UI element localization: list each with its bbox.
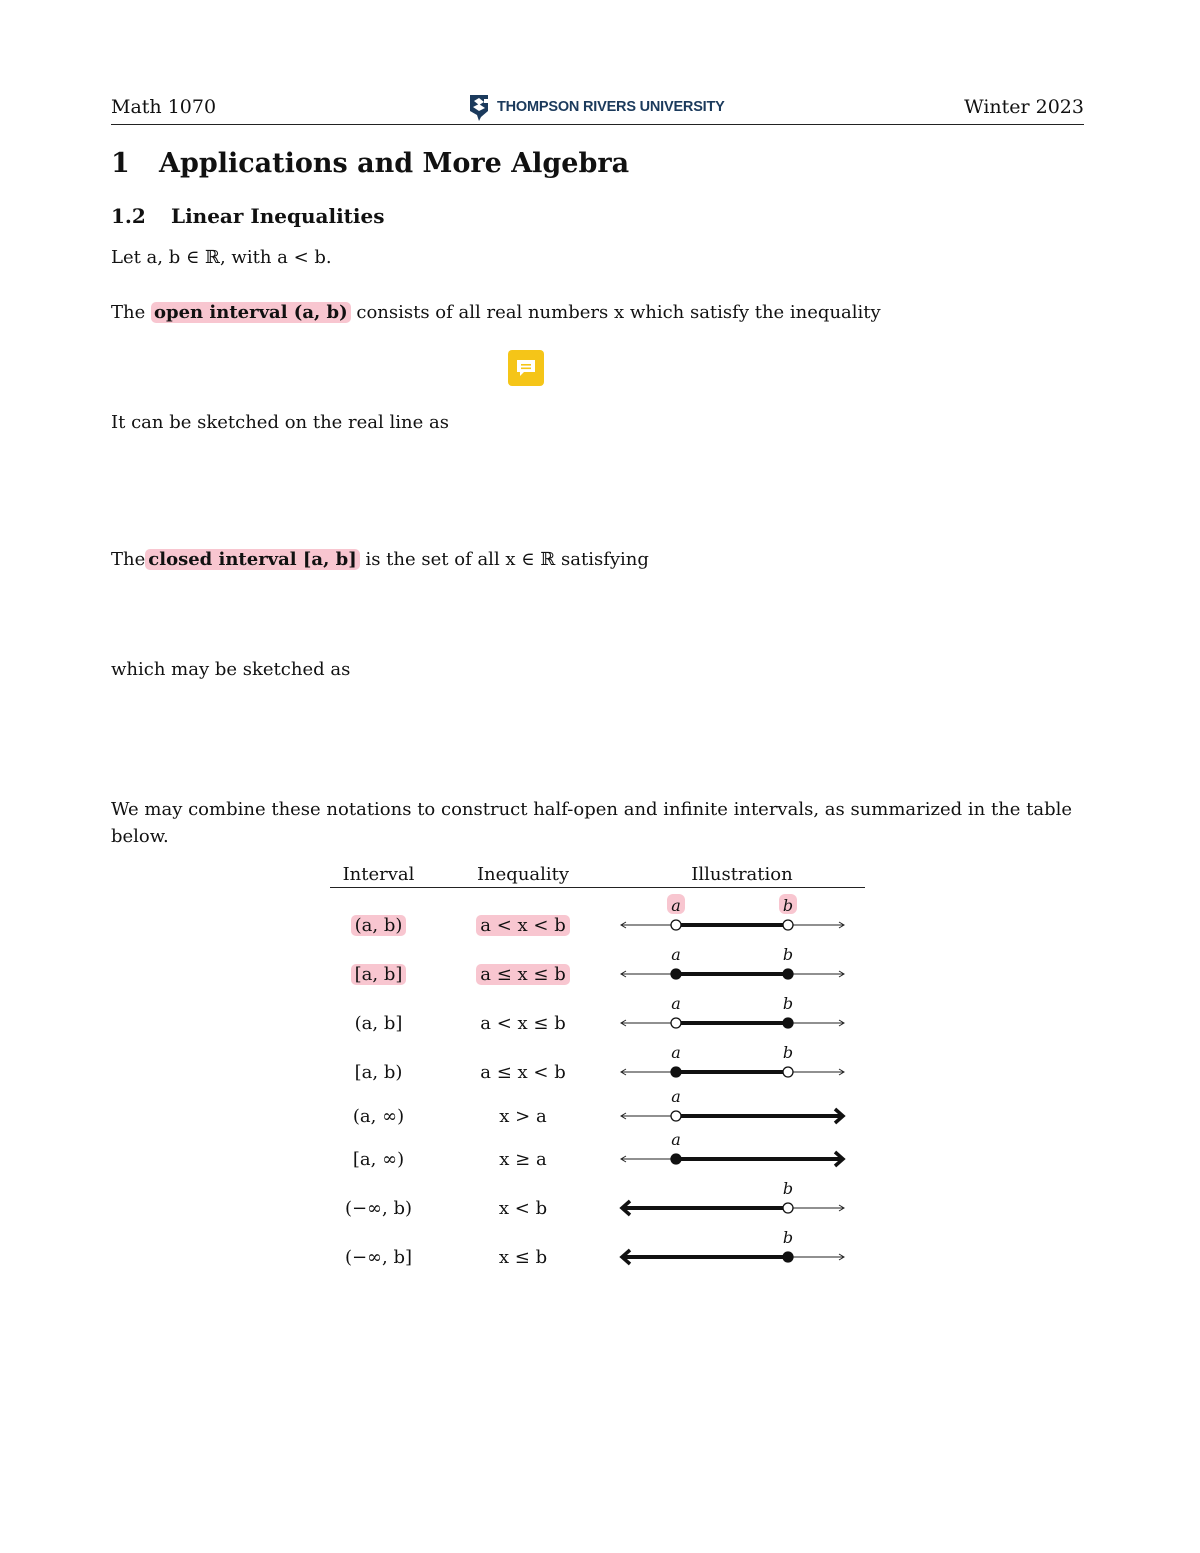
number-line-illustration [619,1128,865,1171]
table-row [330,1084,865,1128]
open-endpoint [783,1067,793,1077]
interval-notation: [a, ∞) [352,1149,405,1170]
header-illustration: Illustration [619,862,865,888]
para-let: Let a, b ∈ ℝ, with a < b. [111,247,332,268]
inequality-cell [427,1171,619,1220]
endpoint-label: b [782,945,794,964]
table-row [330,1128,865,1171]
inequality-expression: x ≥ a [499,1149,547,1170]
page-header [111,92,1084,125]
interval-notation: (a, ∞) [352,1106,405,1127]
section-title [111,148,629,179]
illustration-cell [619,1220,865,1269]
interval-notation: (−∞, b) [344,1198,413,1219]
illustration-cell [619,1035,865,1084]
interval-cell [330,1128,427,1171]
inequality-expression: x ≤ b [498,1247,548,1268]
subsection-title [111,204,385,228]
number-line-illustration [619,1084,865,1128]
closed-suffix: is the set of all x ∈ ℝ satisfying [365,549,649,570]
open-endpoint [783,1203,793,1213]
number-line-illustration [619,888,865,937]
para-sketch-open: It can be sketched on the real line as [111,412,449,433]
section-number: 1 [111,148,130,179]
illustration-cell [619,937,865,986]
interval-cell [330,1035,427,1084]
illustration-cell [619,1128,865,1171]
closed-endpoint [671,1154,681,1164]
endpoint-label: a [671,945,681,964]
table-row [330,986,865,1035]
subsection-number: 1.2 [111,204,146,228]
endpoint-label: a [671,1130,681,1149]
tru-logo-icon [467,93,491,121]
illustration-cell [619,1171,865,1220]
section-title-text: Applications and More Algebra [159,148,630,179]
closed-endpoint [671,969,681,979]
open-suffix: consists of all real numbers x which satisfy the inequality [356,302,881,323]
endpoint-label: a [671,994,681,1013]
inequality-expression: x > a [499,1106,547,1127]
para-combine: We may combine these notations to construct half-open and infinite intervals, as summarized in the table below. [111,799,1073,847]
inequality-cell [427,937,619,986]
speech-bubble-icon [516,359,536,377]
open-endpoint [671,1018,681,1028]
closed-endpoint [671,1067,681,1077]
interval-cell [330,1220,427,1269]
endpoint-label: b [782,1043,794,1062]
interval-cell [330,1171,427,1220]
interval-cell [330,937,427,986]
closed-endpoint [783,969,793,979]
interval-notation: (a, b) [351,915,407,936]
para-closed-interval [111,549,649,570]
para-sketch-closed: which may be sketched as [111,659,351,680]
open-prefix: The [111,302,146,323]
interval-notation: [a, b] [351,964,407,985]
number-line-illustration [619,1035,865,1084]
course-label: Math 1070 [111,96,217,118]
illustration-cell [619,888,865,938]
table-row [330,937,865,986]
closed-prefix: The [111,549,146,570]
open-endpoint [671,920,681,930]
inequality-expression: a < x ≤ b [480,1013,566,1034]
header-inequality: Inequality [427,862,619,888]
endpoint-label: a [671,896,681,915]
table-row [330,888,865,938]
inequality-expression: a ≤ x ≤ b [476,964,569,985]
number-line-illustration [619,986,865,1035]
para-open-interval [111,302,881,323]
interval-cell [330,986,427,1035]
open-endpoint [671,1111,681,1121]
interval-notation: [a, b) [354,1062,403,1083]
comment-icon[interactable] [508,350,544,386]
table-row [330,1220,865,1269]
interval-notation: (−∞, b] [344,1247,413,1268]
endpoint-label: b [782,994,794,1013]
interval-cell [330,1084,427,1128]
closed-interval-term[interactable]: closed interval [a, b] [145,549,359,570]
university-logo [467,92,725,122]
inequality-cell [427,1035,619,1084]
interval-table [330,862,865,1269]
endpoint-label: b [782,896,794,915]
open-interval-term[interactable]: open interval (a, b) [151,302,351,323]
inequality-cell [427,1084,619,1128]
inequality-cell [427,888,619,938]
inequality-cell [427,1128,619,1171]
university-name: THOMPSON RIVERS UNIVERSITY [497,99,725,115]
endpoint-label: b [782,1228,794,1247]
closed-endpoint [783,1252,793,1262]
subsection-title-text: Linear Inequalities [171,204,385,228]
open-endpoint [783,920,793,930]
inequality-cell [427,1220,619,1269]
endpoint-label: a [671,1087,681,1106]
term-label: Winter 2023 [964,96,1084,118]
illustration-cell [619,1084,865,1128]
interval-notation: (a, b] [354,1013,403,1034]
inequality-expression: a ≤ x < b [480,1062,566,1083]
table-row [330,1171,865,1220]
inequality-cell [427,986,619,1035]
inequality-expression: x < b [498,1198,548,1219]
table-row [330,1035,865,1084]
interval-cell [330,888,427,938]
number-line-illustration [619,937,865,986]
endpoint-label: b [782,1179,794,1198]
number-line-illustration [619,1220,865,1269]
illustration-cell [619,986,865,1035]
inequality-expression: a < x < b [476,915,569,936]
endpoint-label: a [671,1043,681,1062]
header-interval: Interval [330,862,427,888]
closed-endpoint [783,1018,793,1028]
number-line-illustration [619,1171,865,1220]
